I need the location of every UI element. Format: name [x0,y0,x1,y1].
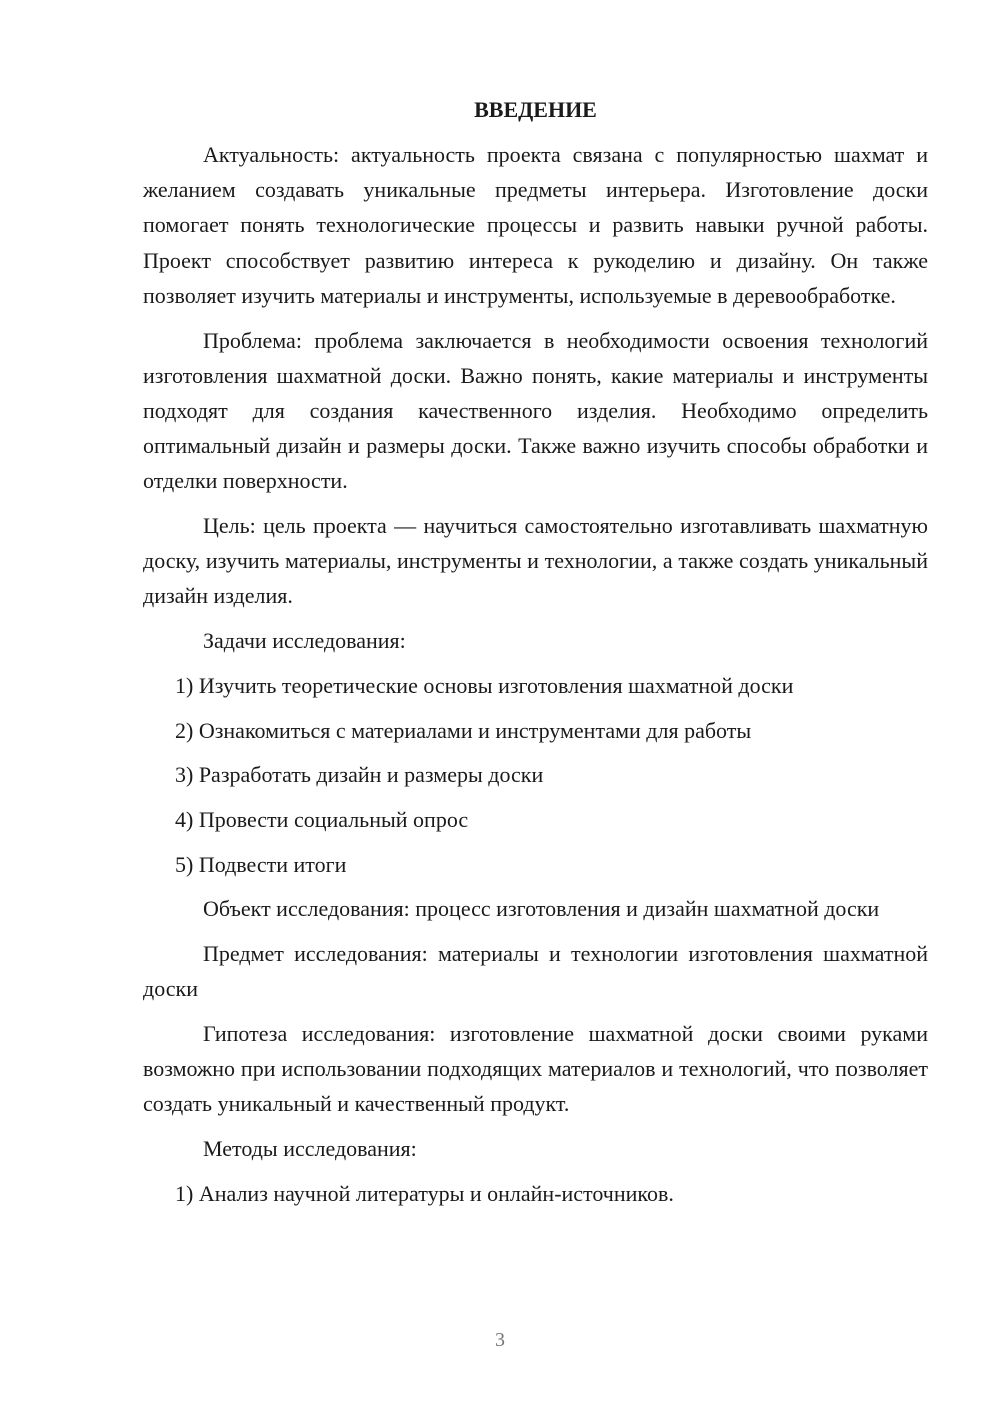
task-item: 4) Провести социальный опрос [175,806,469,832]
page-number: 3 [495,1329,505,1351]
section-title: ВВЕДЕНИЕ [474,97,597,122]
relevance-paragraph: Актуальность: актуальность проекта связана с популярностью шахмат и желанием создавать уникальные предметы интерьера. Изготовление доски помогает понять технологические процессы и развить навыки ручной работы. Проект способствует развитию интереса к рукоделию и дизайну. Он также позволяет изучить материалы и инструменты, используемые в деревообработке. [143,142,928,308]
tasks-list [143,668,928,882]
method-item: 1) Анализ научной литературы и онлайн-источников. [175,1180,674,1206]
methods-list [143,1176,928,1211]
task-item: 5) Подвести итоги [175,851,347,877]
hypothesis-paragraph: Гипотеза исследования: изготовление шахматной доски своими руками возможно при использовании подходящих материалов и технологий, что позволяет создать уникальный и качественный продукт. [143,1020,928,1117]
task-item: 2) Ознакомиться с материалами и инструментами для работы [175,717,752,743]
goal-paragraph: Цель: цель проекта — научиться самостоятельно изготавливать шахматную доску, изучить материалы, инструменты и технологии, а также создать уникальный дизайн изделия. [143,513,928,609]
subject-paragraph: Предмет исследования: материалы и технологии изготовления шахматной доски [143,941,928,1002]
document-page [143,92,928,1220]
problem-paragraph: Проблема: проблема заключается в необходимости освоения технологий изготовления шахматной доски. Важно понять, какие материалы и инструменты подходят для создания качественного изделия. Необходимо определить оптимальный дизайн и размеры доски. Также важно изучить способы обработки и отделки поверхности. [143,327,928,494]
tasks-heading: Задачи исследования: [203,628,406,654]
methods-heading: Методы исследования: [203,1136,417,1162]
object-paragraph: Объект исследования: процесс изготовления и дизайн шахматной доски [203,896,880,922]
task-item: 1) Изучить теоретические основы изготовления шахматной доски [175,672,794,698]
task-item: 3) Разработать дизайн и размеры доски [175,762,544,788]
